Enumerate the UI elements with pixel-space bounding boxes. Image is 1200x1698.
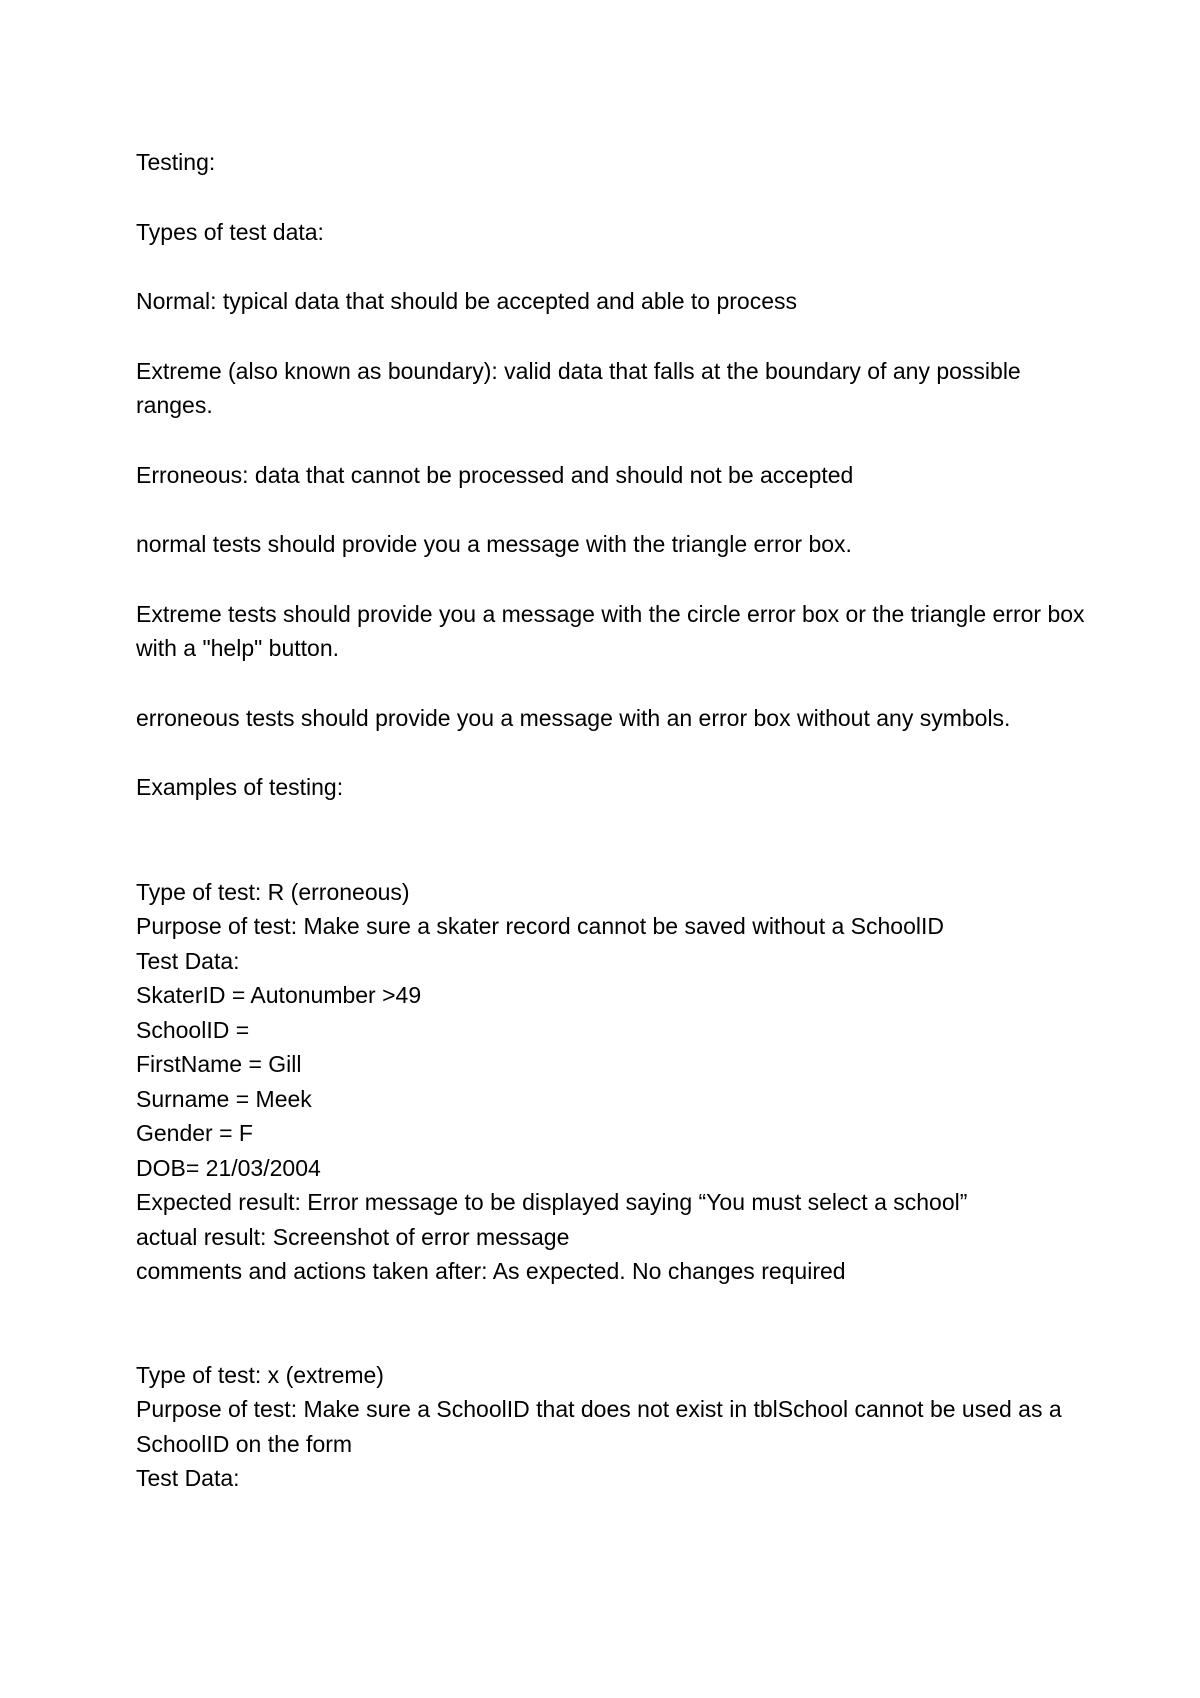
test1-data-line: FirstName = Gill bbox=[136, 1051, 302, 1077]
erroneous-tests-note: erroneous tests should provide you a message with an error box without any symbols. bbox=[136, 704, 1011, 731]
blank-lines bbox=[136, 1289, 1086, 1358]
test1-data-line: DOB= 21/03/2004 bbox=[136, 1154, 321, 1181]
erroneous-definition: Erroneous: data that cannot be processed and should not be accepted bbox=[136, 461, 854, 488]
types-heading: Types of test data: bbox=[136, 218, 324, 245]
test1-data-line: Surname = Meek bbox=[136, 1085, 312, 1112]
normal-tests-note: normal tests should provide you a message with the triangle error box. bbox=[136, 531, 852, 557]
test1-data-line: SkaterID = Autonumber >49 bbox=[136, 982, 422, 1008]
test-case-1 bbox=[136, 875, 1086, 1289]
test1-data-label: Test Data: bbox=[136, 947, 240, 974]
test2-type: Type of test: x (extreme) bbox=[136, 1361, 384, 1388]
test2-data-label: Test Data: bbox=[136, 1465, 240, 1491]
examples-heading: Examples of testing: bbox=[136, 774, 344, 800]
blank-line bbox=[136, 840, 1086, 875]
test-case-2 bbox=[136, 1358, 1086, 1496]
test1-comments: comments and actions taken after: As expected. No changes required bbox=[136, 1258, 846, 1284]
extreme-tests-note: Extreme tests should provide you a message with the circle error box or the triangle error box with a "help" button. bbox=[136, 600, 1091, 661]
document-heading: Testing: bbox=[136, 149, 216, 175]
test1-data-line: SchoolID = bbox=[136, 1016, 250, 1043]
document-body bbox=[136, 145, 1091, 1496]
test2-purpose: Purpose of test: Make sure a SchoolID that does not exist in tblSchool cannot be used as a SchoolID on the form bbox=[136, 1396, 1069, 1457]
test1-data-line: Gender = F bbox=[136, 1120, 253, 1146]
test1-purpose: Purpose of test: Make sure a skater record cannot be saved without a SchoolID bbox=[136, 913, 944, 939]
test1-actual-result: actual result: Screenshot of error message bbox=[136, 1223, 570, 1250]
test1-expected-result: Expected result: Error message to be displayed saying “You must select a school” bbox=[136, 1189, 968, 1215]
normal-definition: Normal: typical data that should be accepted and able to process bbox=[136, 288, 798, 314]
test1-type: Type of test: R (erroneous) bbox=[136, 878, 410, 905]
extreme-definition: Extreme (also known as boundary): valid data that falls at the boundary of any possible ranges. bbox=[136, 357, 1028, 418]
